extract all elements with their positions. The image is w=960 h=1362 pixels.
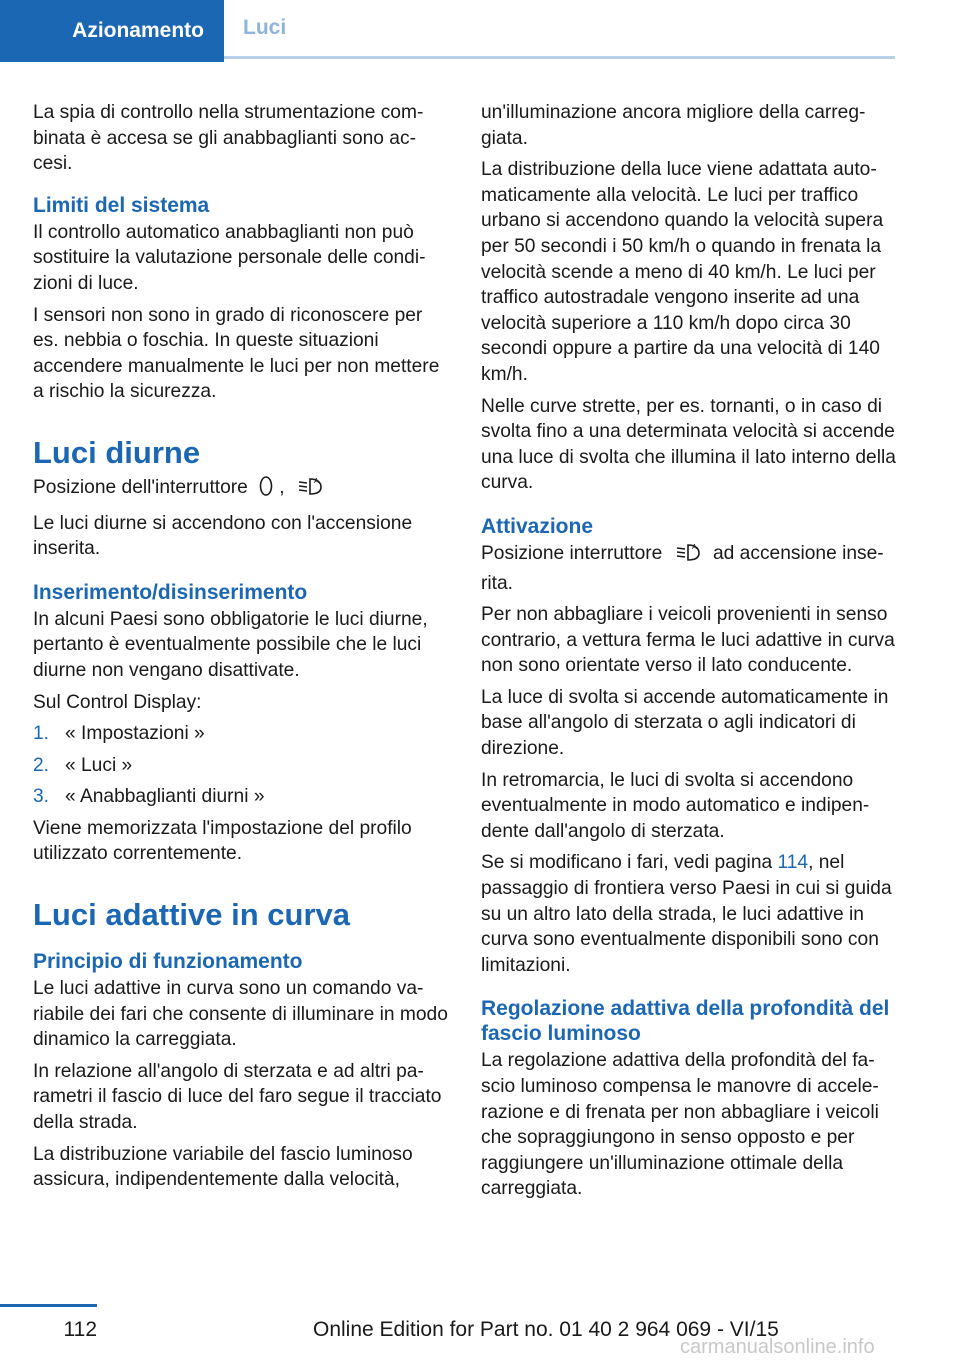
separator: , xyxy=(279,476,285,498)
paragraph: Il controllo automatico anabbaglianti non può sostituire la valutazione personale delle condizioni di luce. xyxy=(33,221,426,294)
footer-divider xyxy=(0,1304,97,1307)
svg-text:A: A xyxy=(691,543,697,551)
paragraph: Per non abbagliare i veicoli provenienti in senso contrario, a vettura ferma le luci adattive in curva non sono orientate verso il lato conducente. xyxy=(481,604,895,677)
tab-luci[interactable]: Luci xyxy=(224,0,895,59)
steps-list xyxy=(33,721,448,810)
switch-position-label: Posizione dell'interruttore xyxy=(33,476,248,498)
paragraph: Le luci diurne si accendono con l'accensione inserita. xyxy=(33,512,413,560)
paragraph: I sensori non sono in grado di riconoscere per es. nebbia o foschia. In queste situazioni accendere manualmente le luci per non mettere a rischio la sicurezza. xyxy=(33,304,440,403)
activation-suffix: ad accensione inserita. xyxy=(481,542,884,594)
heading-regolazione: Regolazione adattiva della profondità del fascio luminoso xyxy=(481,997,890,1046)
paragraph: un'illuminazione ancora migliore della carreggiata. xyxy=(481,102,866,149)
activation-label: Posizione interruttore xyxy=(481,542,663,564)
header-tabs xyxy=(0,0,895,62)
heading-luci-diurne: Luci diurne xyxy=(33,434,201,470)
paragraph-switch-position xyxy=(33,475,448,505)
svg-text:A: A xyxy=(313,477,319,485)
edition-label: Online Edition for Part no. 01 40 2 964 069 - VI/15 xyxy=(313,1318,779,1341)
watermark: carmanualsonline.info xyxy=(680,1336,875,1358)
paragraph: Le luci adattive in curva sono un comando variabile dei fari che consente di illuminare in modo dinamico la carreggiata. xyxy=(33,978,448,1051)
left-column xyxy=(33,100,448,1199)
paragraph: In relazione all'angolo di sterzata e ad altri parametri il fascio di luce del faro segue il tracciato della strada. xyxy=(33,1060,442,1134)
page-link-114[interactable]: 114 xyxy=(777,852,809,874)
tab-azionamento[interactable]: Azionamento xyxy=(0,0,224,62)
step-text: « Impostazioni » xyxy=(65,723,205,745)
list-item xyxy=(33,721,448,747)
paragraph: In retromarcia, le luci di svolta si accendono eventualmente in modo automatico e indipendente dall'angolo di sterzata. xyxy=(481,769,870,842)
paragraph-page-ref xyxy=(481,850,899,978)
paragraph: Nelle curve strette, per es. tornanti, o in caso di svolta fino a una determinata velocità si accende una luce di svolta che illumina il lato interno della curva. xyxy=(481,395,896,494)
step-text: « Anabbaglianti diurni » xyxy=(65,786,265,808)
paragraph: In alcuni Paesi sono obbligatorie le luci diurne, pertanto è eventualmente possibile che le luci diurne non vengano disattivate. xyxy=(33,608,428,681)
step-text: « Luci » xyxy=(65,754,133,776)
auto-headlight-icon xyxy=(296,475,324,505)
paragraph: La distribuzione variabile del fascio luminoso assicura, indipendentemente dalla velocità, xyxy=(33,1143,413,1191)
heading-principio: Principio di funzionamento xyxy=(33,950,303,974)
page-number: 112 xyxy=(63,1318,97,1341)
auto-headlight-icon xyxy=(674,541,702,571)
heading-inserimento: Inserimento/disinserimento xyxy=(33,580,308,604)
list-item xyxy=(33,784,448,810)
step-number: 2. xyxy=(33,754,50,776)
paragraph: La spia di controllo nella strumentazione combinata è accesa se gli anabbaglianti sono accesi. xyxy=(33,102,424,175)
paragraph: La regolazione adattiva della profondità del fascio luminoso compensa le manovre di accelerazione e di frenata per non abbagliare i veicoli che sopraggiungono in senso opposto e per raggiungere un'illuminazione ottimale della carreggiata. xyxy=(481,1050,879,1200)
page-ref-prefix: Se si modificano i fari, vedi pagina xyxy=(481,852,778,874)
paragraph: La distribuzione della luce viene adattata automaticamente alla velocità. Le luci per traffico urbano si accendono quando la velocità supera per 50 secondi i 50 km/h o quando in frenata la velocità scende a meno di 40 km/h. Le luci per traffico autostradale vengono inserite ad una velocità superiore a 110 km/h dopo circa 30 secondi oppure a partire da una velocità di 140 km/h. xyxy=(481,159,884,385)
heading-attivazione: Attivazione xyxy=(481,514,594,538)
paragraph: Sul Control Display: xyxy=(33,691,202,713)
list-item xyxy=(33,753,448,779)
paragraph: Viene memorizzata l'impostazione del profilo utilizzato correntemente. xyxy=(33,817,412,865)
switch-off-icon xyxy=(259,475,273,505)
step-number: 3. xyxy=(33,786,50,808)
step-number: 1. xyxy=(33,723,50,745)
heading-luci-adattive: Luci adattive in curva xyxy=(33,897,350,933)
heading-limiti: Limiti del sistema xyxy=(33,193,210,217)
right-column xyxy=(481,100,899,1208)
page-ref-suffix: , nel passaggio di frontiera verso Paesi in cui si guida su un altro lato della strada, le luci adattive in curva sono eventualmente disponibili sono con limitazioni. xyxy=(481,852,892,976)
paragraph: La luce di svolta si accende automaticamente in base all'angolo di sterzata o agli indicatori di direzione. xyxy=(481,686,889,760)
paragraph-activation xyxy=(481,541,899,596)
